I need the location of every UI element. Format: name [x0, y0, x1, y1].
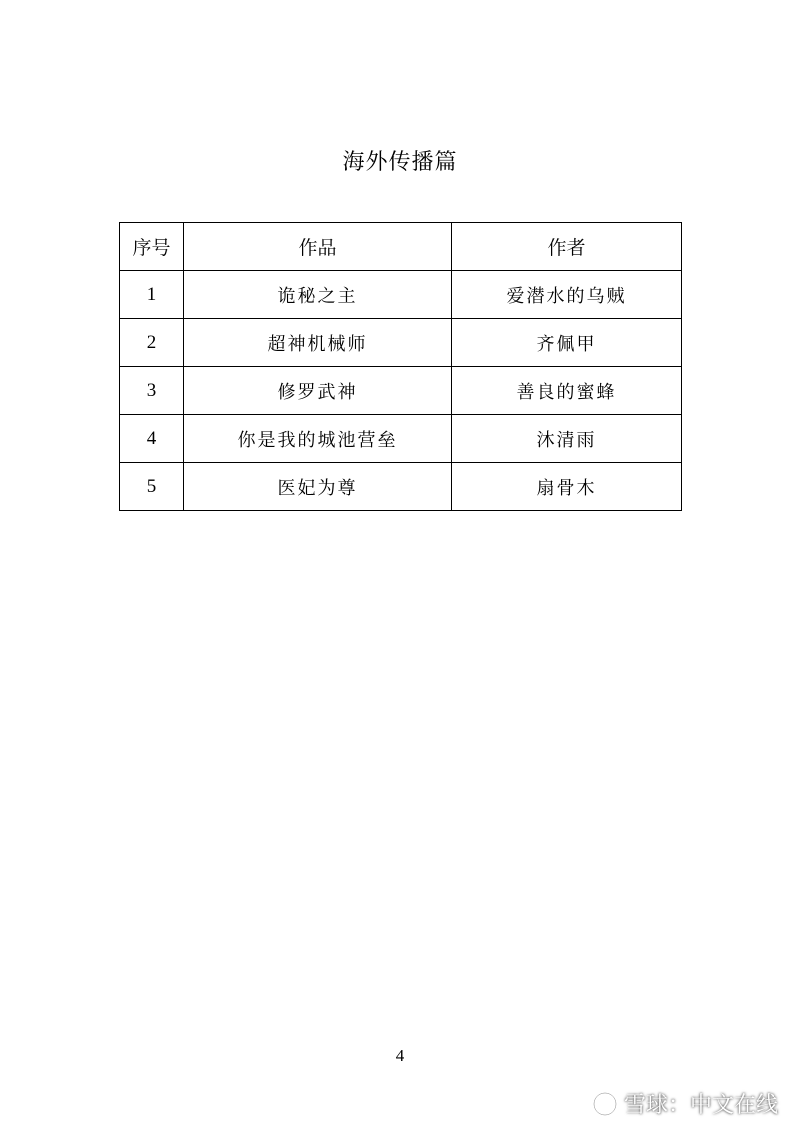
row-work: 超神机械师 [184, 319, 452, 367]
xueqiu-logo-icon [592, 1091, 618, 1117]
row-author: 齐佩甲 [452, 319, 682, 367]
table-row [120, 415, 682, 463]
row-work: 诡秘之主 [184, 271, 452, 319]
table-header-row [120, 223, 682, 271]
row-author: 扇骨木 [452, 463, 682, 511]
row-index: 3 [120, 367, 184, 415]
page-title: 海外传播篇 [342, 150, 458, 175]
row-work: 修罗武神 [184, 367, 452, 415]
row-index: 2 [120, 319, 184, 367]
table-row [120, 271, 682, 319]
table-row [120, 463, 682, 511]
page-number: 4 [395, 1046, 405, 1065]
row-index: 5 [120, 463, 184, 511]
column-header-index: 序号 [120, 223, 184, 271]
row-index: 4 [120, 415, 184, 463]
row-author: 爱潜水的乌贼 [452, 271, 682, 319]
row-index: 1 [120, 271, 184, 319]
row-work: 医妃为尊 [184, 463, 452, 511]
row-author: 善良的蜜蜂 [452, 367, 682, 415]
row-author: 沐清雨 [452, 415, 682, 463]
table-row [120, 367, 682, 415]
table-row [120, 319, 682, 367]
column-header-author: 作者 [452, 223, 682, 271]
watermark [592, 1088, 778, 1119]
watermark-text: 雪球：中文在线 [623, 1093, 778, 1118]
column-header-work: 作品 [184, 223, 452, 271]
works-table [119, 222, 682, 511]
row-work: 你是我的城池营垒 [184, 415, 452, 463]
